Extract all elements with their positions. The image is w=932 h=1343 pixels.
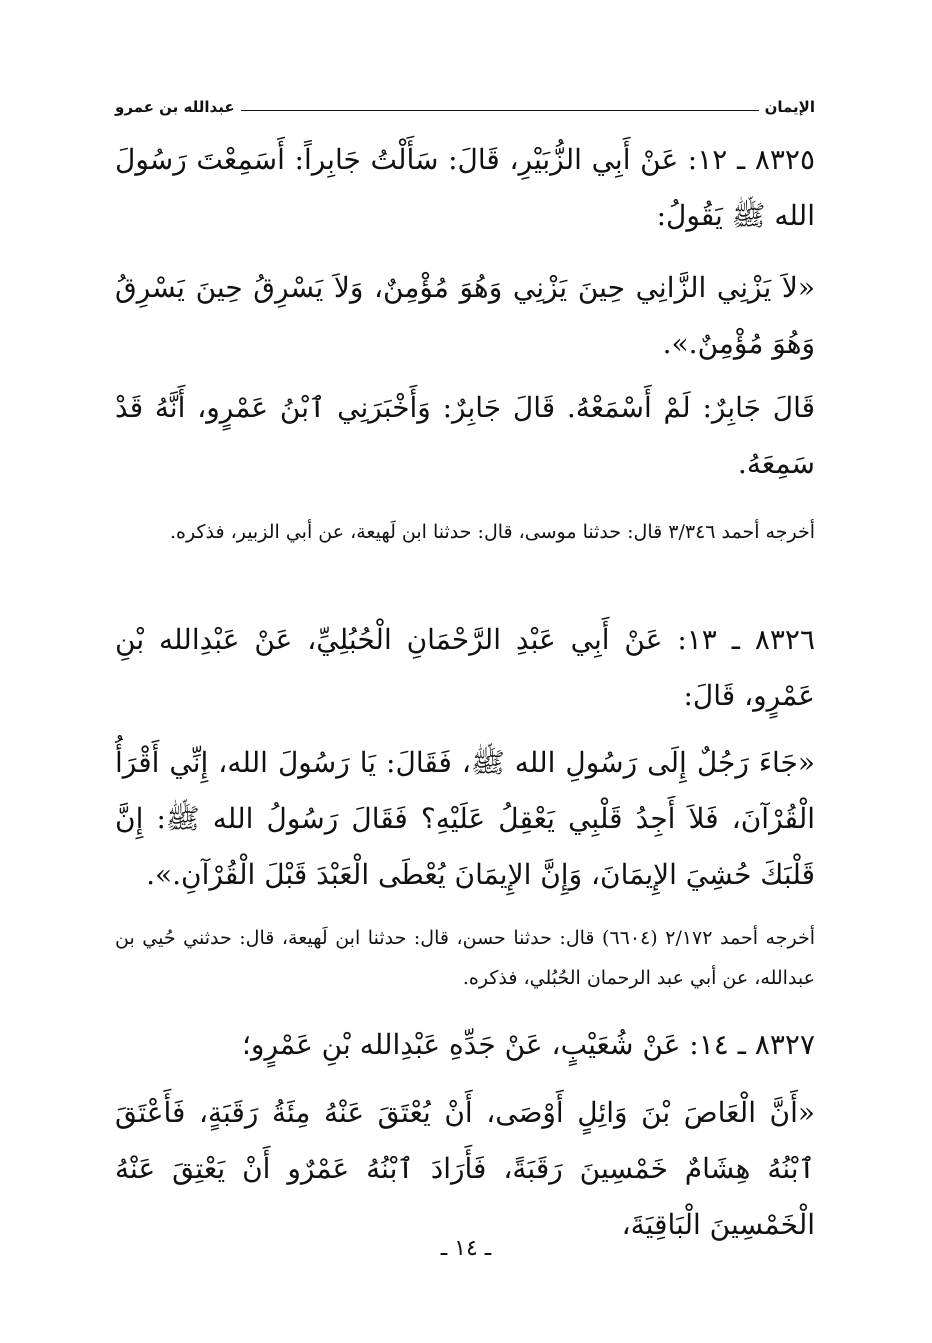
hadith-3-intro: ٨٣٢٧ ـ ١٤: عَنْ شُعَيْبٍ، عَنْ جَدِّهِ عَبْدِالله بْنِ عَمْرٍو؛ (242, 1028, 815, 1061)
header-rule (241, 110, 759, 111)
hadith-1-extra: قَالَ جَابِرٌ: لَمْ أَسْمَعْهُ. قَالَ جَابِرٌ: وَأَخْبَرَنِي ٱبْنُ عَمْرٍو، أَنَّهُ قَدْ سَمِعَهُ. (115, 391, 815, 480)
page-number: ـ ١٤ ـ (440, 1236, 492, 1261)
hadith-1-text: «لاَ يَزْنِي الزَّانِي حِينَ يَزْنِي وَهُوَ مُؤْمِنٌ، وَلاَ يَسْرِقُ حِينَ يَسْرِقُ وَهُوَ مُؤْمِنٌ.». (115, 271, 816, 360)
hadith-2-text: «جَاءَ رَجُلٌ إِلَى رَسُولِ الله ﷺ، فَقَالَ: يَا رَسُولَ الله، إِنِّي أَقْرَأُ الْقُرْآنَ، فَلاَ أَجِدُ قَلْبِي يَعْقِلُ عَلَيْهِ؟ فَقَالَ رَسُولُ الله ﷺ: إِنَّ قَلْبَكَ حُشِيَ الإِيمَانَ، وَإِنَّ الإِيمَانَ يُعْطَى الْعَبْدَ قَبْلَ الْقُرْآنِ.». (115, 746, 816, 891)
header-chapter: الإيمان (764, 98, 815, 116)
hadith-3-text: «أَنَّ الْعَاصَ بْنَ وَائِلٍ أَوْصَى، أَنْ يُعْتَقَ عَنْهُ مِئَةُ رَقَبَةٍ، فَأَعْتَقَ ٱبْنُهُ هِشَامٌ خَمْسِينَ رَقَبَةً، فَأَرَادَ ٱبْنُهُ عَمْرٌو أَنْ يَعْتِقَ عَنْهُ الْخَمْسِينَ الْبَاقِيَةَ، (115, 1096, 815, 1241)
hadith-1-takhrij: أخرجه أحمد ٣/٣٤٦ قال: حدثنا موسى، قال: حدثنا ابن لَهيعة، عن أبي الزبير، فذكره. (169, 521, 815, 543)
header-author: عبدالله بن عمرو (115, 98, 235, 116)
hadith-2-takhrij: أخرجه أحمد ٢/١٧٢ (٦٦٠٤) قال: حدثنا حسن، قال: حدثنا ابن لَهيعة، قال: حدثني حُيي بن عبدالله، عن أبي عبد الرحمان الحُبُلي، فذكره. (115, 927, 815, 989)
hadith-1-intro: ٨٣٢٥ ـ ١٢: عَنْ أَبِي الزُّبَيْرِ، قَالَ: سَأَلْتُ جَابِراً: أَسَمِعْتَ رَسُولَ الله ﷺ يَقُولُ: (115, 143, 815, 232)
running-header (115, 92, 815, 116)
hadith-2-intro: ٨٣٢٦ ـ ١٣: عَنْ أَبِي عَبْدِ الرَّحْمَانِ الْحُبُلِيِّ، عَنْ عَبْدِالله بْنِ عَمْرٍو، قَالَ: (115, 623, 815, 712)
